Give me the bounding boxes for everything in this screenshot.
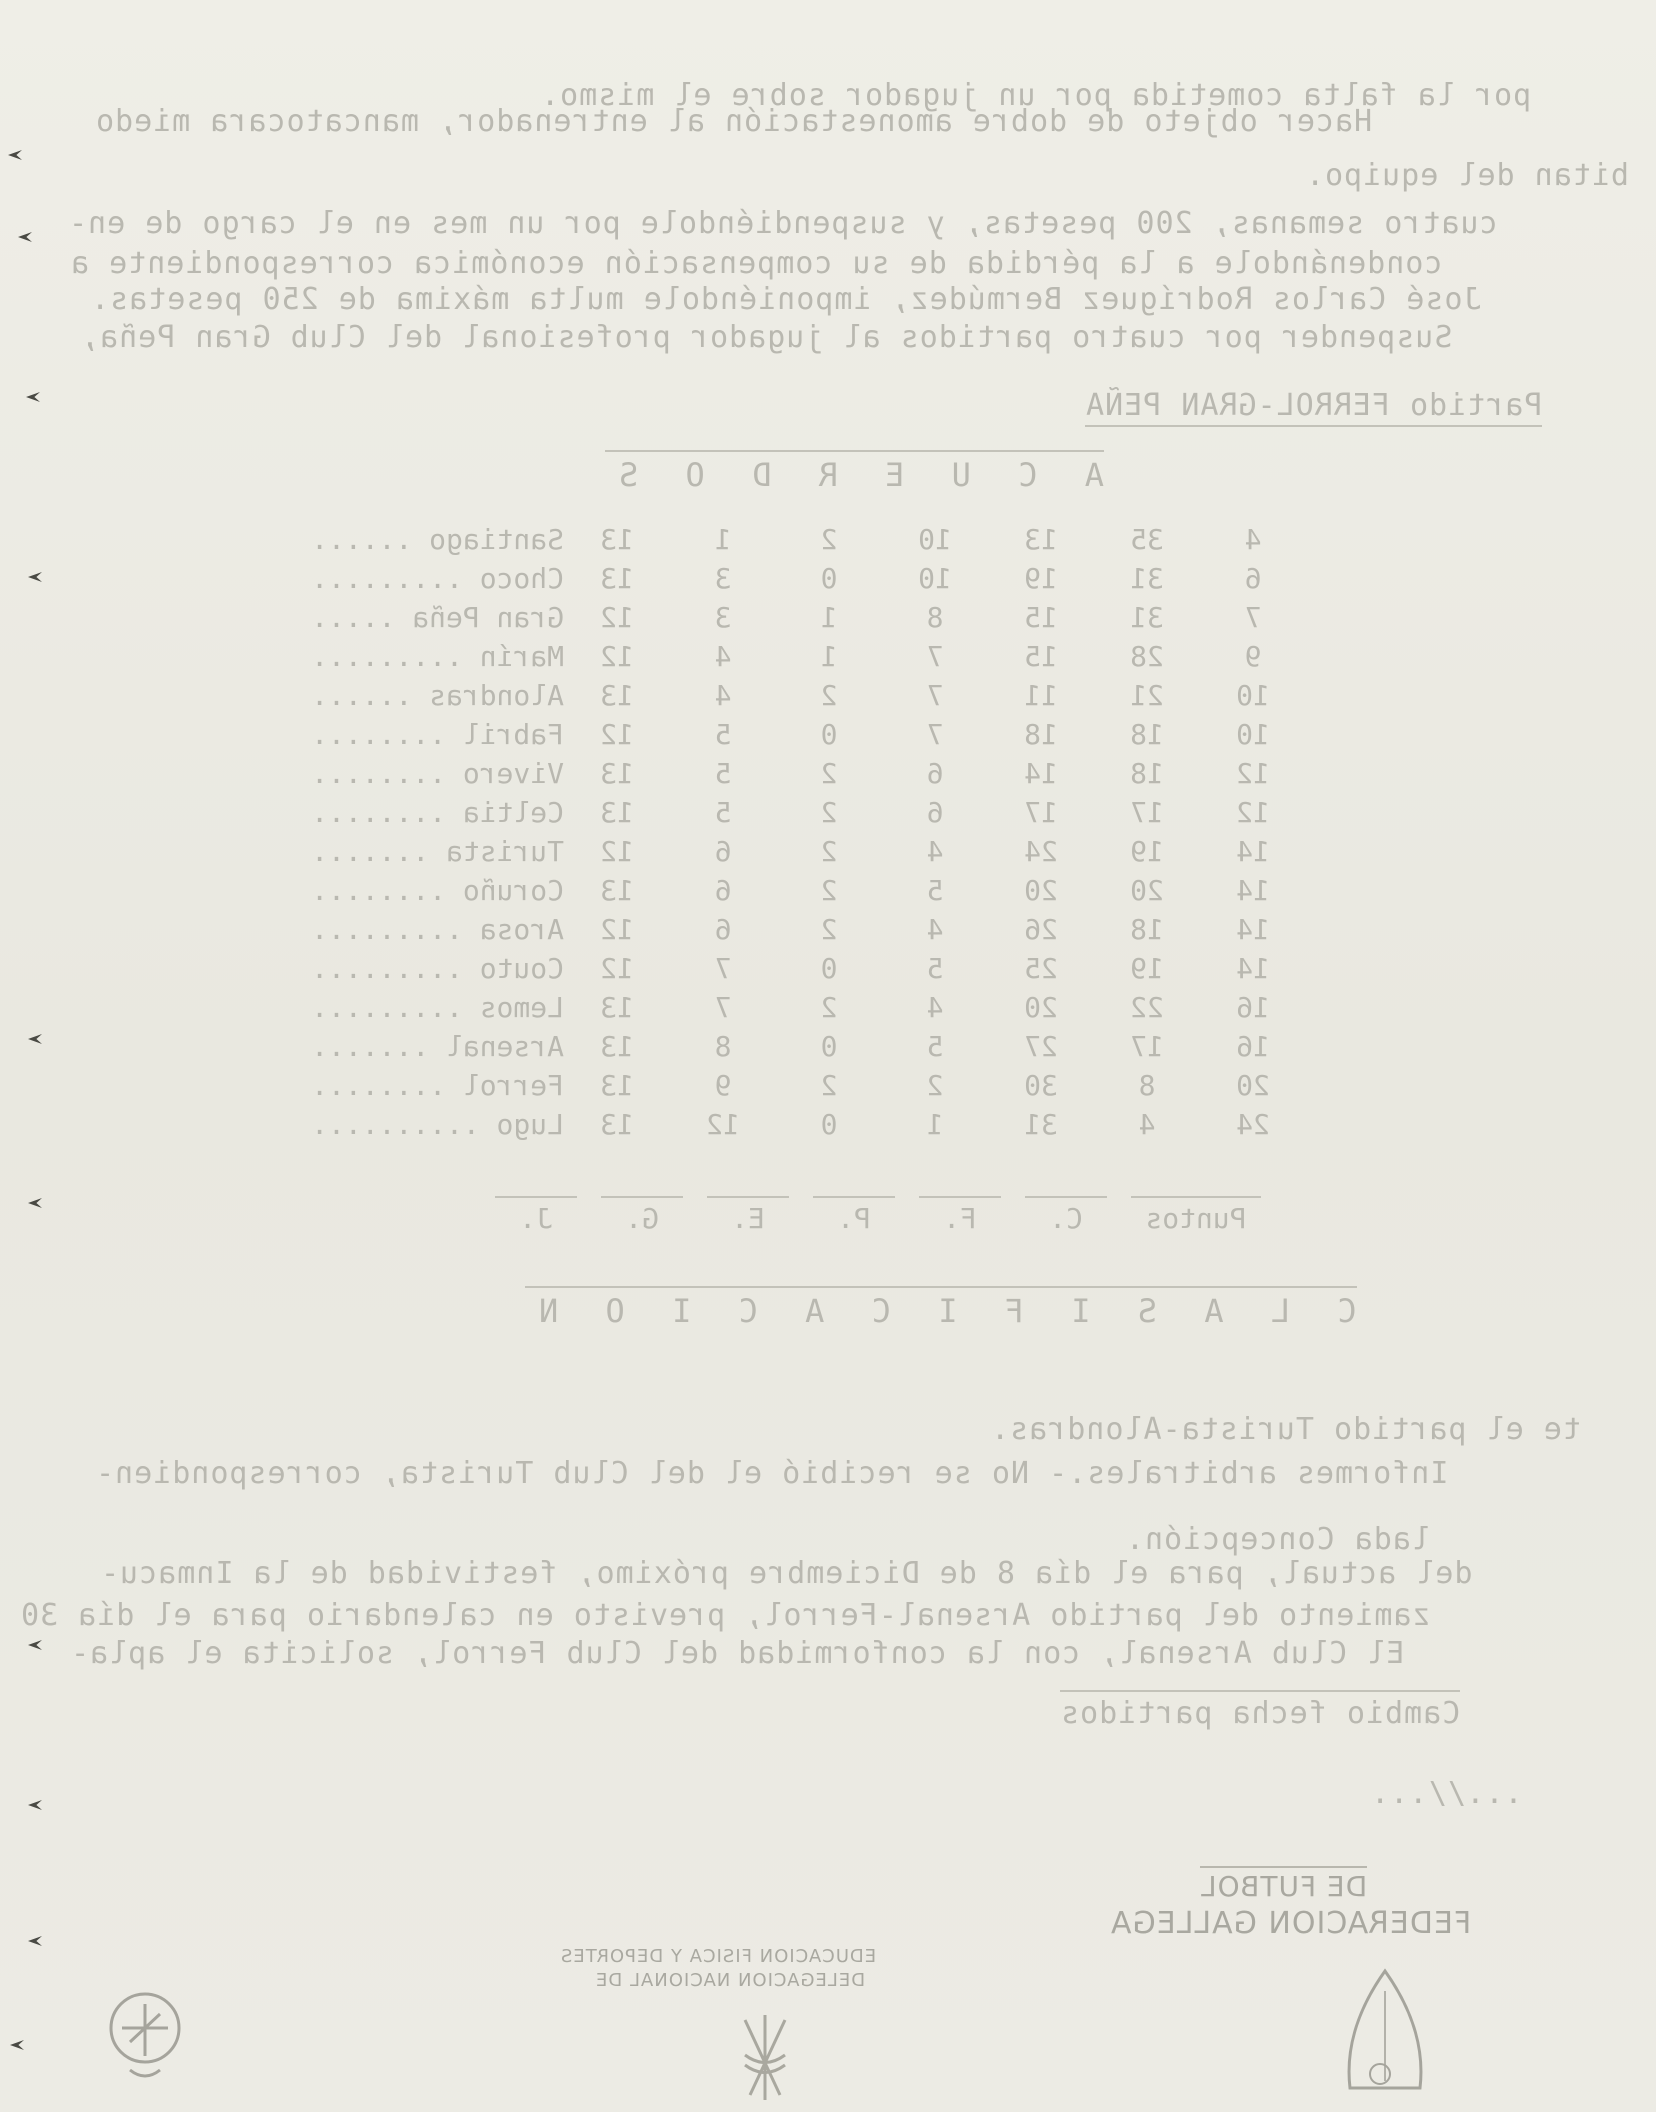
team-name-cell: Ferrol ........: [311, 1069, 564, 1102]
text-line: cuatro semanas, 200 pesetas, y suspendiéndole por un mes en el cargo de en-: [68, 206, 1498, 241]
table-cell: 4: [1244, 523, 1262, 556]
table-cell: 2: [820, 757, 838, 790]
table-cell: 7: [714, 952, 732, 985]
table-cell: 10: [1236, 679, 1270, 712]
section-heading-cambio: Cambio fecha partidos: [1060, 1690, 1460, 1733]
table-cell: 7: [926, 718, 944, 751]
standings-body: [264, 520, 1306, 1144]
table-cell: 12: [600, 835, 634, 868]
table-cell: 13: [600, 562, 634, 595]
table-cell: 3: [714, 562, 732, 595]
team-name-cell: Alondras ......: [311, 679, 564, 712]
table-cell: 12: [1236, 796, 1270, 829]
table-cell: 20: [1130, 874, 1164, 907]
table-cell: 2: [820, 679, 838, 712]
table-cell: 6: [714, 874, 732, 907]
table-cell: 12: [600, 952, 634, 985]
column-header: E.: [707, 1196, 789, 1235]
column-headers: [471, 1196, 1261, 1235]
table-row: [264, 520, 1306, 559]
table-cell: 1: [820, 640, 838, 673]
table-cell: 14: [1236, 835, 1270, 868]
table-cell: 14: [1236, 952, 1270, 985]
team-name-cell: Coruño ........: [311, 874, 564, 907]
table-cell: 19: [1130, 835, 1164, 868]
team-name-cell: Arosa .........: [311, 913, 564, 946]
table-cell: 13: [600, 991, 634, 1024]
table-cell: 7: [926, 640, 944, 673]
team-name-cell: Celtia ........: [311, 796, 564, 829]
table-cell: 13: [600, 757, 634, 790]
text-line: Suspender por cuatro partidos al jugador profesional del Club Gran Peña,: [80, 320, 1453, 355]
table-cell: 20: [1236, 1069, 1270, 1102]
table-cell: 4: [1138, 1108, 1156, 1141]
team-name-cell: Fabril ........: [311, 718, 564, 751]
table-cell: 4: [714, 640, 732, 673]
table-cell: 5: [926, 952, 944, 985]
table-cell: 5: [926, 874, 944, 907]
table-cell: 2: [820, 796, 838, 829]
delegacion-name-line1: DELEGACION NACIONAL DE: [595, 1970, 866, 1991]
table-cell: 28: [1130, 640, 1164, 673]
table-cell: 0: [820, 1108, 838, 1141]
table-cell: 20: [1024, 991, 1058, 1024]
table-row: [264, 559, 1306, 598]
table-cell: 31: [1024, 1108, 1058, 1141]
table-cell: 12: [600, 718, 634, 751]
table-cell: 6: [926, 796, 944, 829]
table-cell: 8: [926, 601, 944, 634]
table-cell: 0: [820, 562, 838, 595]
table-cell: 18: [1024, 718, 1058, 751]
acuerdos-heading: A C U E R D O S: [605, 450, 1104, 494]
table-cell: 16: [1236, 991, 1270, 1024]
table-cell: 7: [714, 991, 732, 1024]
table-row: [264, 715, 1306, 754]
table-cell: 5: [926, 1030, 944, 1063]
table-cell: 27: [1024, 1030, 1058, 1063]
table-cell: 8: [714, 1030, 732, 1063]
table-cell: 26: [1024, 913, 1058, 946]
team-name-cell: Vivero ........: [311, 757, 564, 790]
table-cell: 10: [918, 523, 952, 556]
table-cell: 13: [600, 523, 634, 556]
table-cell: 11: [1024, 679, 1058, 712]
table-cell: 4: [926, 913, 944, 946]
team-name-cell: Choco .........: [311, 562, 564, 595]
table-cell: 6: [926, 757, 944, 790]
table-row: [264, 754, 1306, 793]
text-line: lada Concepción.: [1125, 1522, 1430, 1557]
federacion-shield-icon: [1330, 1966, 1440, 2096]
table-cell: 15: [1024, 601, 1058, 634]
table-cell: 6: [714, 835, 732, 868]
text-line: El Club Arsenal, con la conformidad del Club Ferrol, solicita el apla-: [70, 1636, 1405, 1671]
table-cell: 12: [1236, 757, 1270, 790]
table-cell: 20: [1024, 874, 1058, 907]
table-cell: 14: [1236, 913, 1270, 946]
text-line: del actual, para el día 8 de Diciembre próximo, festividad de la Inmacu-: [100, 1556, 1473, 1591]
table-cell: 1: [926, 1108, 944, 1141]
table-cell: 7: [1244, 601, 1262, 634]
table-cell: 17: [1024, 796, 1058, 829]
table-row: [264, 637, 1306, 676]
team-name-cell: Marín .........: [311, 640, 564, 673]
table-row: [264, 1066, 1306, 1105]
text-line: te el partido Turista-Alondras.: [990, 1412, 1581, 1447]
team-name-cell: Santiago ......: [311, 523, 564, 556]
table-cell: 3: [714, 601, 732, 634]
text-line: Informes arbitrales.- No se recibió el del Club Turista, correspondien-: [95, 1456, 1449, 1491]
table-cell: 2: [820, 835, 838, 868]
table-cell: 4: [714, 679, 732, 712]
table-cell: 0: [820, 718, 838, 751]
table-cell: 21: [1130, 679, 1164, 712]
table-cell: 12: [600, 913, 634, 946]
table-cell: 16: [1236, 1030, 1270, 1063]
table-cell: 2: [820, 1069, 838, 1102]
standings-table: [264, 520, 1306, 1144]
table-cell: 2: [926, 1069, 944, 1102]
text-line: Hacer objeto de dobre amonestación al entrenador, mancatocara miedo: [95, 104, 1373, 139]
table-cell: 10: [918, 562, 952, 595]
table-cell: 31: [1130, 601, 1164, 634]
team-name-cell: Lemos .........: [311, 991, 564, 1024]
table-row: [264, 1027, 1306, 1066]
section-heading-partido: Partido FERROL-GRAN PEÑA: [1085, 388, 1542, 427]
table-cell: 2: [820, 874, 838, 907]
table-row: [264, 793, 1306, 832]
table-cell: 14: [1024, 757, 1058, 790]
table-cell: 0: [820, 952, 838, 985]
table-row: [264, 949, 1306, 988]
column-header: Puntos: [1131, 1196, 1261, 1235]
table-cell: 24: [1024, 835, 1058, 868]
table-cell: 1: [714, 523, 732, 556]
federacion-name-line1: FEDERACION GALLEGA: [1110, 1906, 1472, 1941]
table-cell: 24: [1236, 1108, 1270, 1141]
table-cell: 35: [1130, 523, 1164, 556]
table-cell: 6: [1244, 562, 1262, 595]
table-cell: 2: [820, 913, 838, 946]
table-cell: 30: [1024, 1069, 1058, 1102]
table-cell: 2: [820, 991, 838, 1024]
text-line: José Carlos Rodríguez Bermúdez, imponiéndole multa máxima de 250 pesetas.: [90, 282, 1482, 317]
table-row: [264, 871, 1306, 910]
team-name-cell: Gran Peña .....: [311, 601, 564, 634]
table-cell: 18: [1130, 757, 1164, 790]
table-cell: 2: [820, 523, 838, 556]
table-cell: 13: [600, 796, 634, 829]
team-name-cell: Turista .......: [311, 835, 564, 868]
table-cell: 19: [1024, 562, 1058, 595]
table-cell: 13: [600, 1030, 634, 1063]
table-row: [264, 988, 1306, 1027]
table-cell: 7: [926, 679, 944, 712]
table-cell: 10: [1236, 718, 1270, 751]
table-cell: 5: [714, 757, 732, 790]
continuation-mark: ...//...: [1370, 1776, 1523, 1811]
table-cell: 13: [1024, 523, 1058, 556]
table-cell: 18: [1130, 718, 1164, 751]
table-cell: 31: [1130, 562, 1164, 595]
table-cell: 4: [926, 991, 944, 1024]
table-cell: 0: [820, 1030, 838, 1063]
clasificacion-heading: C L A S I F I C A C I O N: [525, 1286, 1357, 1330]
delegacion-seal-icon: [100, 1986, 190, 2086]
column-header: P.: [813, 1196, 895, 1235]
table-row: [264, 598, 1306, 637]
table-cell: 12: [600, 601, 634, 634]
table-row: [264, 910, 1306, 949]
table-cell: 9: [714, 1069, 732, 1102]
table-row: [264, 832, 1306, 871]
table-cell: 6: [714, 913, 732, 946]
table-cell: 18: [1130, 913, 1164, 946]
table-cell: 17: [1130, 796, 1164, 829]
table-cell: 5: [714, 718, 732, 751]
table-cell: 22: [1130, 991, 1164, 1024]
table-cell: 13: [600, 1108, 634, 1141]
table-cell: 8: [1138, 1069, 1156, 1102]
table-cell: 13: [600, 874, 634, 907]
table-row: [264, 1105, 1306, 1144]
table-cell: 5: [714, 796, 732, 829]
team-name-cell: Lugo ..........: [311, 1108, 564, 1141]
text-line: bitan del equipo.: [1305, 158, 1630, 193]
federacion-name-line2: DE FUTBOL: [1200, 1866, 1367, 1903]
table-row: [264, 676, 1306, 715]
text-line: condenándole a la pérdida de su compensación económica correspondiente a: [70, 246, 1443, 281]
delegacion-name-line2: EDUCACION FISICA Y DEPORTES: [560, 1946, 877, 1967]
yoke-arrows-emblem-icon: [730, 2010, 800, 2105]
table-cell: 13: [600, 1069, 634, 1102]
table-cell: 25: [1024, 952, 1058, 985]
text-line: por la falta cometida por un jugador sobre el mismo.: [540, 78, 1532, 113]
table-cell: 17: [1130, 1030, 1164, 1063]
column-header: G.: [601, 1196, 683, 1235]
column-header: C.: [1025, 1196, 1107, 1235]
table-cell: 1: [820, 601, 838, 634]
table-cell: 19: [1130, 952, 1164, 985]
table-cell: 9: [1244, 640, 1262, 673]
team-name-cell: Arsenal .......: [311, 1030, 564, 1063]
table-cell: 12: [706, 1108, 740, 1141]
text-line: zamiento del partido Arsenal-Ferrol, previsto en calendario para el día 30: [20, 1598, 1431, 1633]
table-cell: 14: [1236, 874, 1270, 907]
column-header: J.: [495, 1196, 577, 1235]
column-header: F.: [919, 1196, 1001, 1235]
table-cell: 13: [600, 679, 634, 712]
table-cell: 12: [600, 640, 634, 673]
table-cell: 4: [926, 835, 944, 868]
team-name-cell: Couto .........: [311, 952, 564, 985]
table-cell: 15: [1024, 640, 1058, 673]
